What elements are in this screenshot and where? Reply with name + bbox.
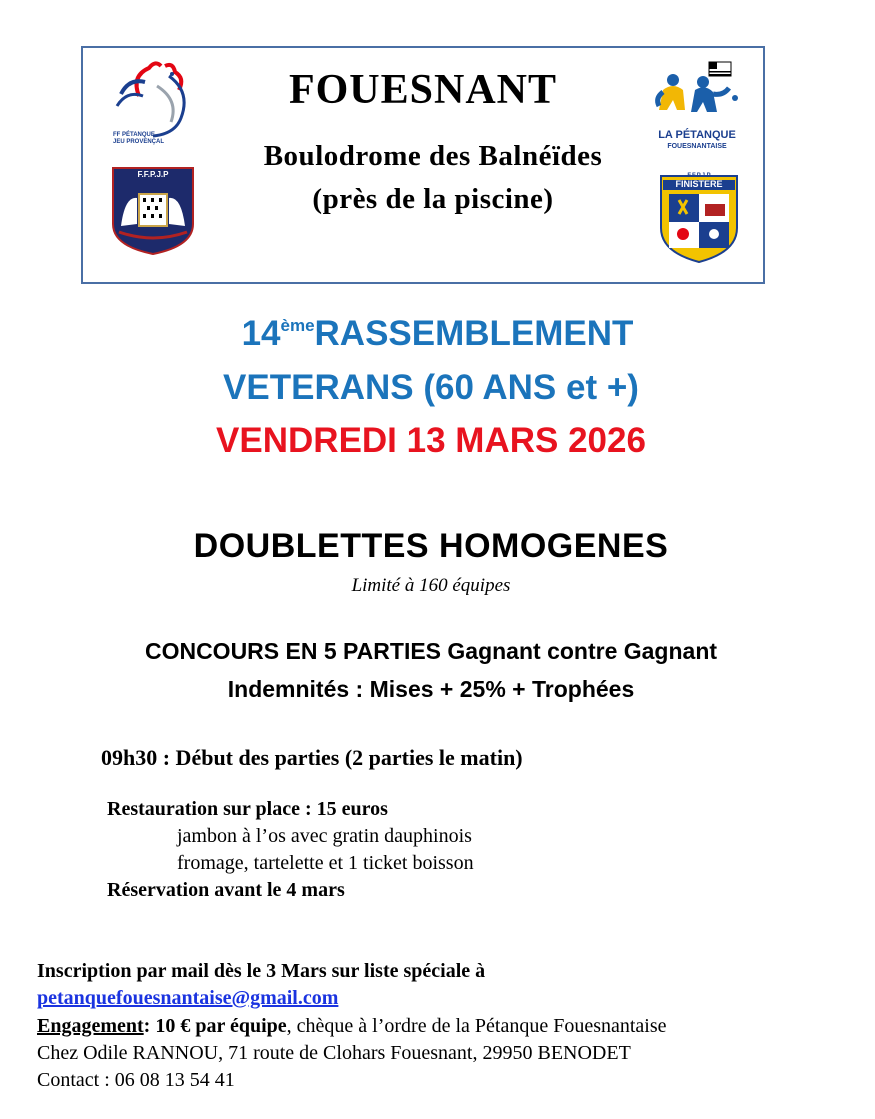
finistere-text2: FINISTERE [675, 179, 723, 189]
event-date: VENDREDI 13 MARS 2026 [216, 421, 646, 460]
petanque-fouesnantaise-text2: FOUESNANTAISE [667, 143, 727, 150]
contact-line: Contact : 06 08 13 54 41 [37, 1069, 235, 1091]
team-limit: Limité à 160 équipes [351, 575, 511, 596]
engagement-colon: : [143, 1015, 151, 1037]
restauration-line1: jambon à l’os avec gratin dauphinois [177, 825, 472, 847]
address-line: Chez Odile RANNOU, 71 route de Clohars Fouesnant, 29950 BENODET [37, 1042, 631, 1064]
inscription-line: Inscription par mail dès le 3 Mars sur liste spéciale à [37, 960, 486, 982]
engagement-amount: 10 € par équipe [150, 1015, 287, 1037]
ffpjp-shield-text: F.F.P.J.P [137, 170, 169, 179]
email-link[interactable]: petanquefouesnantaise@gmail.com [37, 987, 339, 1009]
concours-line: CONCOURS EN 5 PARTIES Gagnant contre Gagnant [144, 638, 718, 664]
category-heading: VETERANS (60 ANS et +) [223, 368, 639, 407]
restauration-title: Restauration sur place : 15 euros [107, 798, 388, 820]
reservation-deadline: Réservation avant le 4 mars [107, 879, 345, 901]
edition-sup: ème [280, 316, 315, 335]
ffpjp-provencal-text2: JEU PROVENÇAL [113, 139, 165, 145]
header-box [81, 46, 765, 284]
ffpjp-provencal-text1: FF PÉTANQUE [113, 132, 155, 138]
finistere-logo [657, 170, 741, 264]
edition-word: RASSEMBLEMENT [314, 314, 634, 353]
petanque-fouesnantaise-logo [651, 58, 743, 158]
engagement-line [37, 1015, 667, 1038]
venue-note: (près de la piscine) [312, 183, 554, 215]
finistere-text1: F.F.P.J.P [687, 173, 711, 179]
city-title: FOUESNANT [288, 67, 558, 113]
edition-number: 14 [241, 314, 281, 353]
venue-name: Boulodrome des Balnéïdes [263, 140, 603, 172]
petanque-fouesnantaise-text1: LA PÉTANQUE [658, 129, 736, 141]
restauration-line2: fromage, tartelette et 1 ticket boisson [177, 852, 474, 874]
indemnites-line: Indemnités : Mises + 25% + Trophées [227, 676, 635, 702]
edition-heading [0, 314, 875, 354]
format-title: DOUBLETTES HOMOGENES [193, 527, 669, 565]
engagement-rest: , chèque à l’ordre de la Pétanque Fouesnantaise [286, 1015, 667, 1037]
engagement-label: Engagement [37, 1015, 144, 1037]
players-icon [651, 58, 743, 128]
ffpjp-provencal-logo [109, 56, 199, 148]
schedule-start: 09h30 : Début des parties (2 parties le matin) [101, 745, 523, 770]
